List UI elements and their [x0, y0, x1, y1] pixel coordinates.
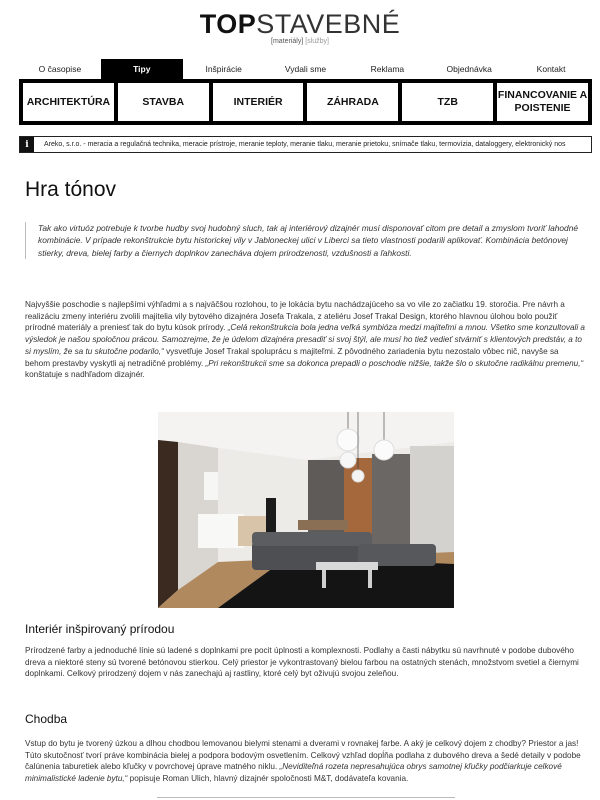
- section-heading-nature: Interiér inšpirovaný prírodou: [25, 622, 175, 636]
- tab-inspiracie[interactable]: Inšpirácie: [205, 64, 242, 74]
- tab-vydali-sme[interactable]: Vydali sme: [284, 64, 327, 74]
- category-interier[interactable]: INTERIÉR: [213, 83, 304, 121]
- ticker-text[interactable]: Areko, s.r.o. - meracia a regulačná technika, meracie prístroje, meranie teploty, meranie tlaku, meranie prietoku, snímače tlaku, termovízia, dataloggery, elektronický nos: [44, 141, 566, 148]
- top-navigation: [19, 59, 592, 79]
- info-icon: i: [20, 137, 34, 152]
- logo-tagline: [materiály] [služby]: [271, 38, 329, 45]
- category-zahrada[interactable]: ZÁHRADA: [307, 83, 398, 121]
- category-stavba[interactable]: STAVBA: [118, 83, 209, 121]
- tab-o-casopise[interactable]: O časopise: [38, 64, 82, 74]
- article-paragraph-1: Najvyššie poschodie s najlepšími výhľadmi a s najväčšou rozlohou, to je lokácia bytu nachádzajúceho sa vo vile zo začiatku 19. storočia. Pre návrh a realizáciu zmeny interiéru zvolili majitelia vily bytového dizajnéra Josefa Trakala, z ateliéru Josef Trakal Design, ktorého hlavnou úlohou bolo použiť prírodné materiály a preniesť tak do bytu kúsok prírody. „Celá rekonštrukcia bola jedna veľká symbióza medzi majiteľmi a mnou. Všetko sme konzultovali a výsledok je našou spoločnou prácou. Samozrejme, že je údelom dizajnéra presadiť si svoj štýl, ale musí ho tiež vedieť stvárniť s klientových predstáv, a to si myslím, že sa tu skutočne podarilo,“ vysvetľuje Josef Trakal spoluprácu s majiteľmi. Z pôvodného zariadenia bytu nezostalo vôbec nič, navyše sa behom prestavby vyskytli aj netradičné problémy. „Pri rekonštrukcii sme sa dokonca prepadli o poschodie nižšie, takže šlo o skutočne radikálnu premenu,“ konštatuje s nadhľadom dizajnér.: [25, 300, 585, 380]
- tab-tipy[interactable]: Tipy: [101, 59, 183, 79]
- article-title: Hra tónov: [25, 178, 117, 201]
- living-room-illustration: [158, 412, 454, 608]
- category-financovanie[interactable]: FINANCOVANIE A POISTENIE: [497, 83, 588, 121]
- category-navigation: [19, 79, 592, 125]
- article-paragraph-2: Prírodzené farby a jednoduché línie sú ladené s doplnkami pre pocit úplnosti a komplexnosti. Podlahy a časti nábytku sú navrhnuté v podobe dubového dreva a niektoré steny sú tvorené betónovou stierkou. Celý priestor je vykontrastovaný bielou farbou na ostatných stenách, množstvom svetiel a čiernymi doplnkami. Celkový prirodzený dojem v nás zanechajú aj rastliny, ktoré celý byt oživujú svojou zeleňou.: [25, 646, 579, 679]
- logo-wordmark: TOPSTAVEBNÉ: [199, 9, 401, 39]
- category-architektura[interactable]: ARCHITEKTÚRA: [23, 83, 114, 121]
- tab-reklama[interactable]: Reklama: [370, 64, 405, 74]
- section-heading-chodba: Chodba: [25, 712, 68, 726]
- category-tzb[interactable]: TZB: [402, 83, 493, 121]
- interior-photo: [158, 412, 454, 608]
- news-ticker[interactable]: [19, 136, 592, 153]
- tab-objednavka[interactable]: Objednávka: [446, 64, 492, 74]
- article-paragraph-3: Vstup do bytu je tvorený úzkou a dlhou chodbou lemovanou bielymi stenami a dverami v rovnakej farbe. A aký je celkový dojem z chodby? Priestor a jas! Túto skutočnosť tvorí práve kombinácia bielej a podpora bodovým osvetlením. Celkový vzhľad dopĺňa podlaha z dubového dreva a šedé detaily v podobe čalúnenia taburetiek alebo kľučky v povrchovej úprave matného niklu. „Neviditeľná rozeta nepresahujúca obrys samotnej kľučky podčiarkuje celkové minimalistické ladenie bytu,“ popisuje Roman Ulich, hlavný dizajnér spoločnosti M&T, dodávateľa kovania.: [25, 739, 581, 784]
- site-logo[interactable]: [0, 8, 600, 45]
- next-image-edge: [157, 797, 455, 798]
- article-lead: Tak ako virtuóz potrebuje k tvorbe hudby svoj hudobný sluch, tak aj interiérový dizajnér musí disponovať citom pre detail a zmyslom tvoriť lahodné kombinácie. V prípade rekonštrukcie bytu historickej vily v Jabloneckej ulici v Liberci sa tieto vlastnosti podarili aplikovať. Kombinácia betónovej stierky, dreva, bielej farby a čiernych doplnkov zanecháva dojem prirodzenosti, vzdušnosti a ľahkosti.: [25, 222, 585, 259]
- tab-kontakt[interactable]: Kontakt: [536, 64, 566, 74]
